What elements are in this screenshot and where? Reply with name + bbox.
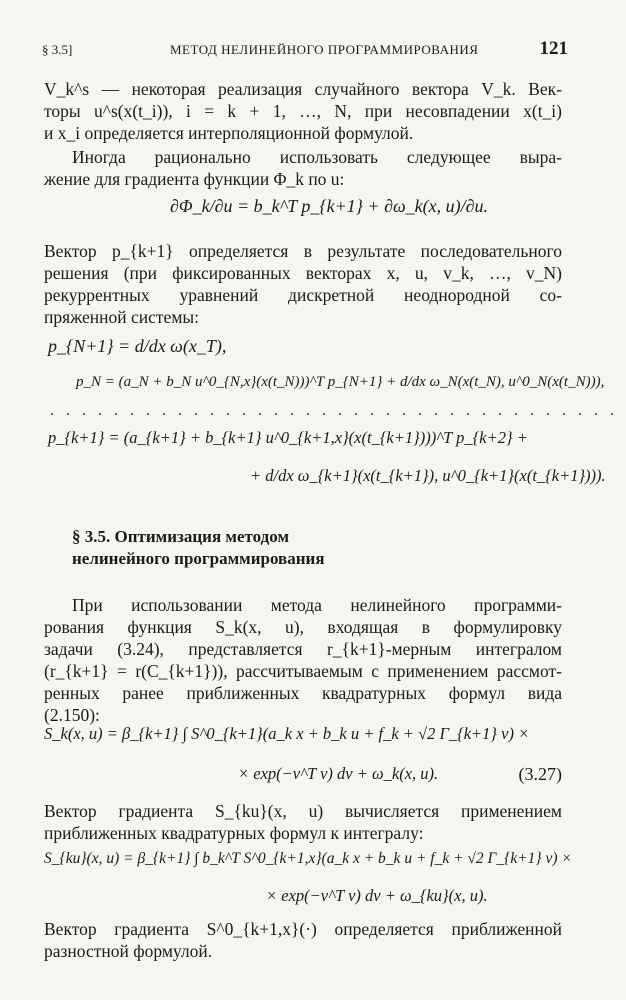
text-line: Вектор градиента S_{ku}(x, u) вычисляется применением <box>44 801 562 821</box>
text-line: (r_{k+1} = r(C_{k+1})), рассчитываемым с применением рассмот- <box>44 661 562 681</box>
text-line: задачи (3.24), представляется r_{k+1}-мерным интегралом <box>44 639 562 659</box>
header-title: МЕТОД НЕЛИНЕЙНОГО ПРОГРАММИРОВАНИЯ <box>170 42 479 57</box>
text-line: Вектор p_{k+1} определяется в результате последовательного <box>44 241 562 261</box>
page-number: 121 <box>539 38 568 59</box>
text-line: жение для градиента функции Φ_k по u: <box>44 169 345 189</box>
equation-number: (3.27) <box>518 764 562 784</box>
text-line: ренных ранее приближенных квадратурных формул вида <box>44 683 562 703</box>
running-header <box>30 38 568 60</box>
header-section: § 3.5] <box>42 42 73 57</box>
text-line: решения (при фиксированных векторах x, u, v_k, …, v_N) <box>44 263 562 283</box>
formula-sku-line1: S_{ku}(x, u) = β_{k+1} ∫ b_k^T S^0_{k+1,x}(a_k x + b_k u + f_k + √2 Γ_{k+1} v) × <box>44 850 572 867</box>
text-line: Вектор градиента S^0_{k+1,x}(·) определяется приближенной <box>44 919 562 939</box>
text-line: рования функция S_k(x, u), входящая в формулировку <box>44 617 562 637</box>
text-line: разностной формулой. <box>44 941 213 961</box>
text-line: пряженной системы: <box>44 307 200 327</box>
text-line: и x_i определяется интерполяционной формулой. <box>44 123 414 143</box>
section-heading-line1: § 3.5. Оптимизация методом <box>72 527 290 546</box>
text-line: (2.150): <box>44 705 100 725</box>
section-heading-line2: нелинейного программирования <box>72 549 325 568</box>
text-line: Иногда рационально использовать следующее выра- <box>72 147 562 167</box>
formula-sku-line2: × exp(−v^T v) dv + ω_{ku}(x, u). <box>266 886 488 905</box>
text-line: приближенных квадратурных формул к интегралу: <box>44 823 424 843</box>
formula-pN: p_N = (a_N + b_N u^0_{N,x}(x(t_N)))^T p_{N+1} + d/dx ω_N(x(t_N), u^0_N(x(t_N))), <box>76 374 605 390</box>
text-line: V_k^s — некоторая реализация случайного вектора V_k. Век- <box>44 79 562 99</box>
formula-3-27-line1: S_k(x, u) = β_{k+1} ∫ S^0_{k+1}(a_k x + b_k u + f_k + √2 Γ_{k+1} v) × <box>44 724 530 743</box>
formula-pk1-line2: + d/dx ω_{k+1}(x(t_{k+1}), u^0_{k+1}(x(t_{k+1}))). <box>250 466 606 485</box>
ellipsis-dots: .................................... <box>50 402 626 419</box>
formula-pN1: p_{N+1} = d/dx ω(x_T), <box>48 336 227 356</box>
formula-pk1-line1: p_{k+1} = (a_{k+1} + b_{k+1} u^0_{k+1,x}(x(t_{k+1})))^T p_{k+2} + <box>48 428 528 447</box>
formula-3-27-line2: × exp(−v^T v) dv + ω_k(x, u). <box>238 764 439 783</box>
text-line: рекуррентных уравнений дискретной неоднородной со- <box>44 285 562 305</box>
text-line: торы u^s(x(t_i)), i = k + 1, …, N, при несовпадении x(t_i) <box>44 101 562 121</box>
text-line: При использовании метода нелинейного программи- <box>72 595 562 615</box>
formula-gradient: ∂Φ_k/∂u = b_k^T p_{k+1} + ∂ω_k(x, u)/∂u. <box>170 196 489 216</box>
